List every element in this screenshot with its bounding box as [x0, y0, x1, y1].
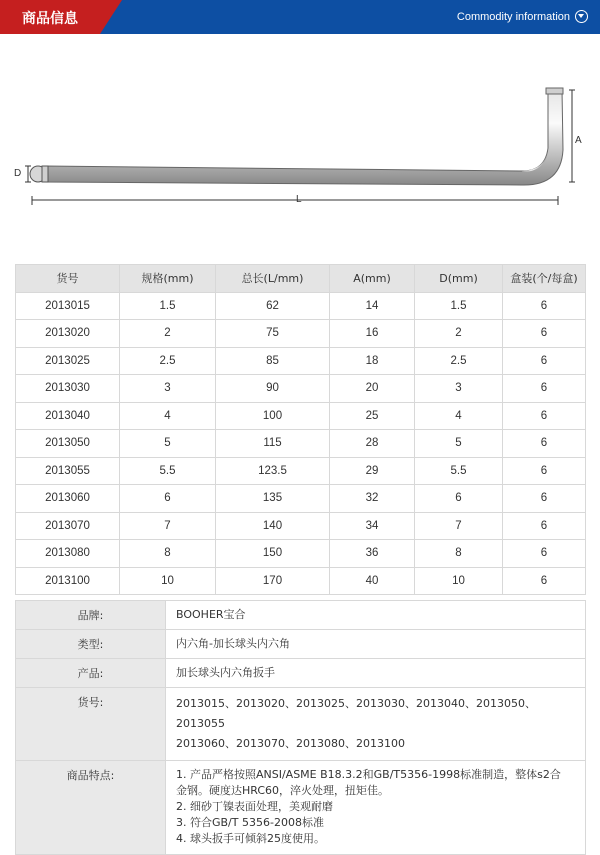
table-cell: 20 — [330, 375, 415, 403]
table-row — [16, 485, 586, 513]
table-cell: 2.5 — [415, 347, 503, 375]
table-cell: 6 — [503, 512, 586, 540]
table-row — [16, 430, 586, 458]
table-cell: 6 — [503, 402, 586, 430]
table-cell: 6 — [503, 320, 586, 348]
table-cell: 8 — [415, 540, 503, 568]
table-cell: 7 — [120, 512, 216, 540]
table-cell: 18 — [330, 347, 415, 375]
table-row — [16, 512, 586, 540]
table-cell: 1.5 — [415, 292, 503, 320]
table-cell: 40 — [330, 567, 415, 595]
table-cell: 34 — [330, 512, 415, 540]
table-cell: 6 — [503, 347, 586, 375]
column-header: 货号 — [16, 265, 120, 293]
table-row — [16, 292, 586, 320]
table-cell: 16 — [330, 320, 415, 348]
table-cell: 115 — [216, 430, 330, 458]
info-key: 产品: — [16, 659, 166, 688]
header-subtitle: Commodity information — [456, 11, 570, 23]
info-row-brand — [16, 601, 586, 630]
table-cell: 62 — [216, 292, 330, 320]
table-cell: 1.5 — [120, 292, 216, 320]
table-cell: 5 — [120, 430, 216, 458]
table-cell: 25 — [330, 402, 415, 430]
table-cell: 2013015 — [16, 292, 120, 320]
product-info-table — [15, 600, 586, 855]
header-title: 商品信息 — [22, 11, 78, 27]
table-cell: 6 — [503, 430, 586, 458]
table-cell: 6 — [120, 485, 216, 513]
table-cell: 2013080 — [16, 540, 120, 568]
table-cell: 14 — [330, 292, 415, 320]
column-header: 盒装(个/每盒) — [503, 265, 586, 293]
spec-table — [15, 264, 586, 595]
table-cell: 32 — [330, 485, 415, 513]
table-cell: 2013025 — [16, 347, 120, 375]
table-cell: 123.5 — [216, 457, 330, 485]
chevron-down-icon — [575, 10, 588, 23]
info-key: 类型: — [16, 630, 166, 659]
info-key: 货号: — [16, 688, 166, 761]
table-cell: 5 — [415, 430, 503, 458]
table-row — [16, 320, 586, 348]
table-cell: 2013060 — [16, 485, 120, 513]
table-cell: 2013100 — [16, 567, 120, 595]
info-value: 加长球头内六角扳手 — [166, 659, 586, 688]
table-cell: 6 — [503, 375, 586, 403]
table-cell: 6 — [415, 485, 503, 513]
table-cell: 8 — [120, 540, 216, 568]
table-row — [16, 347, 586, 375]
table-cell: 6 — [503, 485, 586, 513]
table-cell: 2013020 — [16, 320, 120, 348]
table-row — [16, 567, 586, 595]
table-cell: 7 — [415, 512, 503, 540]
info-row-type — [16, 630, 586, 659]
table-cell: 2.5 — [120, 347, 216, 375]
table-cell: 135 — [216, 485, 330, 513]
info-value — [166, 761, 586, 855]
table-cell: 36 — [330, 540, 415, 568]
feature-line: 1. 产品严格按照ANSI/ASME B18.3.2和GB/T5356-1998标准制造，整体s2合 — [176, 768, 561, 781]
header-bar — [0, 0, 600, 34]
info-row-sku — [16, 688, 586, 761]
info-value — [166, 688, 586, 761]
sku-line: 2013015、2013020、2013025、2013030、2013040、2013050、2013055 — [176, 697, 536, 730]
table-cell: 85 — [216, 347, 330, 375]
dimension-l-label: L — [296, 194, 302, 205]
table-cell: 4 — [120, 402, 216, 430]
table-cell: 150 — [216, 540, 330, 568]
feature-line: 金钢。硬度达HRC60，淬火处理，扭矩佳。 — [176, 784, 390, 797]
info-key: 品牌: — [16, 601, 166, 630]
table-cell: 2013070 — [16, 512, 120, 540]
product-drawing — [0, 60, 600, 220]
header-notch — [100, 0, 122, 34]
table-cell: 100 — [216, 402, 330, 430]
table-cell: 10 — [415, 567, 503, 595]
sku-line: 2013060、2013070、2013080、2013100 — [176, 737, 405, 750]
table-cell: 2 — [415, 320, 503, 348]
feature-line: 2. 细砂丁镍表面处理，美观耐磨 — [176, 800, 333, 813]
column-header: 总长(L/mm) — [216, 265, 330, 293]
table-cell: 2013050 — [16, 430, 120, 458]
spec-header-row — [16, 265, 586, 293]
table-row — [16, 375, 586, 403]
table-cell: 28 — [330, 430, 415, 458]
table-row — [16, 457, 586, 485]
table-cell: 3 — [120, 375, 216, 403]
table-cell: 90 — [216, 375, 330, 403]
table-cell: 170 — [216, 567, 330, 595]
table-cell: 29 — [330, 457, 415, 485]
table-cell: 140 — [216, 512, 330, 540]
info-row-features — [16, 761, 586, 855]
table-cell: 75 — [216, 320, 330, 348]
table-cell: 2 — [120, 320, 216, 348]
feature-line: 4. 球头扳手可倾斜25度使用。 — [176, 832, 325, 845]
table-row — [16, 402, 586, 430]
info-value: BOOHER宝合 — [166, 601, 586, 630]
info-row-product — [16, 659, 586, 688]
dimension-d-label: D — [14, 168, 22, 179]
info-key: 商品特点: — [16, 761, 166, 855]
table-cell: 5.5 — [120, 457, 216, 485]
table-row — [16, 540, 586, 568]
feature-line: 3. 符合GB/T 5356-2008标准 — [176, 816, 324, 829]
header-tab — [0, 0, 116, 34]
table-cell: 5.5 — [415, 457, 503, 485]
table-cell: 6 — [503, 292, 586, 320]
table-cell: 2013030 — [16, 375, 120, 403]
dimension-a-label: A — [575, 135, 582, 146]
table-cell: 2013055 — [16, 457, 120, 485]
table-cell: 4 — [415, 402, 503, 430]
column-header: D(mm) — [415, 265, 503, 293]
column-header: 规格(mm) — [120, 265, 216, 293]
table-cell: 2013040 — [16, 402, 120, 430]
info-value: 内六角-加长球头内六角 — [166, 630, 586, 659]
table-cell: 6 — [503, 540, 586, 568]
table-cell: 3 — [415, 375, 503, 403]
table-cell: 6 — [503, 457, 586, 485]
column-header: A(mm) — [330, 265, 415, 293]
table-cell: 10 — [120, 567, 216, 595]
table-cell: 6 — [503, 567, 586, 595]
